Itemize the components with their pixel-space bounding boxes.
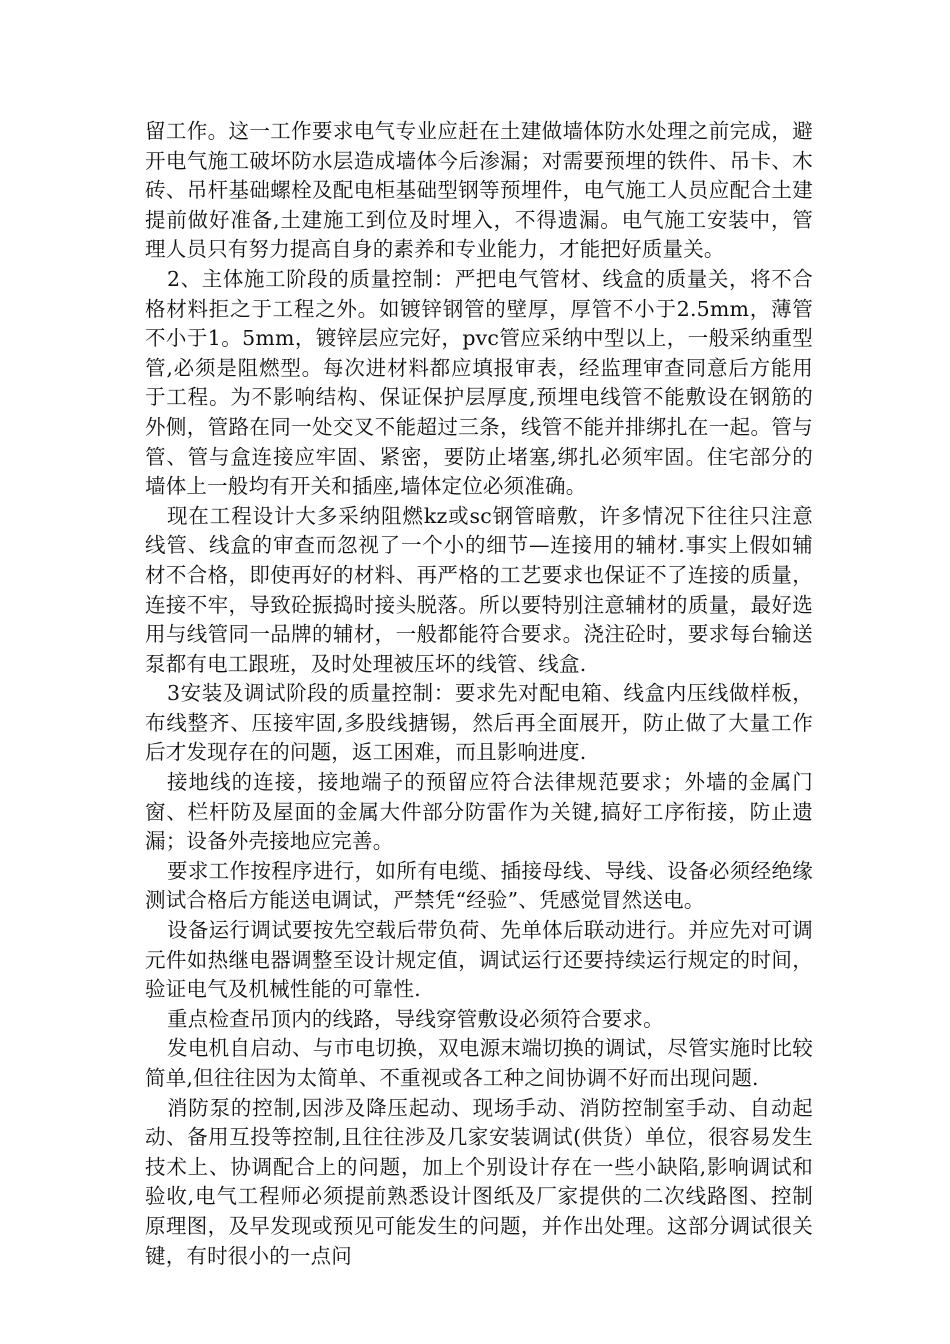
paragraph: 接地线的连接，接地端子的预留应符合法律规范要求；外墙的金属门窗、栏杆防及屋面的金属大件部分防雷作为关键,搞好工序衔接，防止遗漏；设备外壳接地应完善。 [145,770,813,854]
document-body [145,117,813,1271]
paragraph: 发电机自启动、与市电切换，双电源末端切换的调试，尽管实施时比较简单,但往往因为太简单、不重视或各工种之间协调不好而出现问题. [145,1036,813,1090]
paragraph: 现在工程设计大多采纳阻燃kz或sc钢管暗敷，许多情况下往往只注意线管、线盒的审查而忽视了一个小的细节—连接用的辅材.事实上假如辅材不合格，即使再好的材料、再严格的工艺要求也保证不了连接的质量，连接不牢，导致砼振捣时接头脱落。所以要特别注意辅材的质量，最好选用与线管同一品牌的辅材，一般都能符合要求。浇注砼时，要求每台输送泵都有电工跟班，及时处理被压坏的线管、线盒. [145,503,813,676]
paragraph: 重点检查吊顶内的线路，导线穿管敷设必须符合要求。 [167,1006,664,1031]
paragraph: 要求工作按程序进行，如所有电缆、插接母线、导线、设备必须经绝缘测试合格后方能送电调试，严禁凭“经验”、凭感觉冒然送电。 [145,858,813,913]
paragraph: 消防泵的控制,因涉及降压起动、现场手动、消防控制室手动、自动起动、备用互投等控制,且往往涉及几家安装调试(供货）单位，很容易发生技术上、协调配合上的问题，加上个别设计存在一些小缺陷,影响调试和验收,电气工程师必须提前熟悉设计图纸及厂家提供的二次线路图、控制原理图，及早发现或预见可能发生的问题，并作出处理。这部分调试很关键，有时很小的一点问 [145,1095,813,1268]
paragraph: 设备运行调试要按先空载后带负荷、先单体后联动进行。并应先对可调元件如热继电器调整至设计规定值，调试运行还要持续运行规定的时间，验证电气及机械性能的可靠性. [145,918,813,1002]
paragraph: 3安装及调试阶段的质量控制：要求先对配电箱、线盒内压线做样板，布线整齐、压接牢固,多股线搪锡，然后再全面展开，防止做了大量工作后才发现存在的问题，返工困难，而且影响进度. [145,681,813,765]
paragraph: 2、主体施工阶段的质量控制：严把电气管材、线盒的质量关，将不合格材料拒之于工程之外。如镀锌钢管的壁厚，厚管不小于2.5mm，薄管不小于1。5mm，镀锌层应完好，pvc管应采纳中型以上，一般采纳重型管,必须是阻燃型。每次进材料都应填报审表，经监理审查同意后方能用于工程。为不影响结构、保证保护层厚度,预埋电线管不能敷设在钢筋的外侧，管路在同一处交叉不能超过三条，线管不能并排绑扎在一起。管与管、管与盒连接应牢固、紧密，要防止堵塞,绑扎必须牢固。住宅部分的墙体上一般均有开关和插座,墙体定位必须准确。 [145,266,813,499]
paragraph: 留工作。这一工作要求电气专业应赶在土建做墙体防水处理之前完成，避开电气施工破坏防水层造成墙体今后渗漏；对需要预埋的铁件、吊卡、木砖、吊杆基础螺栓及配电柜基础型钢等预埋件，电气施工人员应配合土建提前做好准备,土建施工到位及时埋入，不得遗漏。电气施工安装中，管理人员只有努力提高自身的素养和专业能力，才能把好质量关。 [145,119,813,262]
